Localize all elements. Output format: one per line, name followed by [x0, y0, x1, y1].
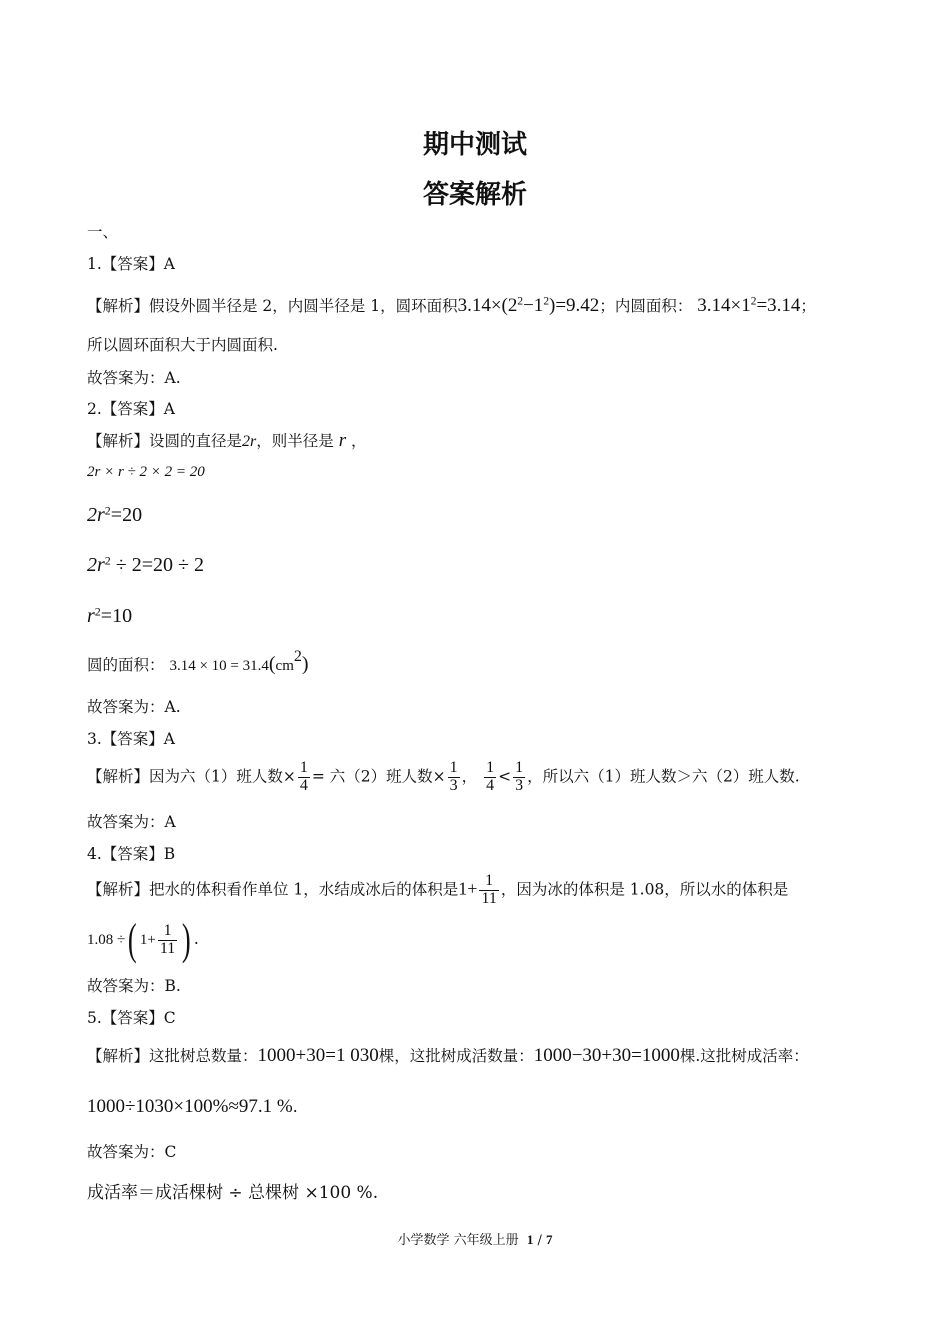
- q2-equation-3: $2r^2 \div 2=20 \div 2$: [87, 553, 205, 576]
- q4-final: 故答案为：B.: [87, 977, 181, 995]
- q2-final: 故答案为：A.: [87, 698, 181, 716]
- q2-explanation: 【解析】设圆的直径是2r，则半径是 r ，: [87, 430, 367, 451]
- q3-final: 故答案为：A: [87, 813, 176, 831]
- q1-explanation-line2: 所以圆环面积大于内圆面积.: [87, 336, 278, 354]
- q5-formula: 成活率＝成活棵树 ÷ 总棵树 ×100 %.: [87, 1183, 379, 1203]
- q5-answer: 5.【答案】C: [87, 1009, 176, 1027]
- page-footer: [0, 1229, 950, 1248]
- q1-final: 故答案为：A.: [87, 369, 181, 387]
- q5-rate-calc: 1000÷1030×100%≈97.1 %.: [87, 1096, 298, 1117]
- q5-explanation: 【解析】这批树总数量：1000+30=1 030棵，这批树成活数量：1000−30+30=1000棵.这批树成活率：: [87, 1045, 809, 1066]
- q1-exp-text-a: 【解析】假设外圆半径是 2，内圆半径是 1，圆环面积: [87, 297, 458, 315]
- q1-explanation: 【解析】假设外圆半径是 2，内圆半径是 1，圆环面积$3.14\times(2^2-1^2)=9.42$；内圆面积： $3.14\times 1^2=3.14$；: [87, 295, 816, 316]
- q1-exp-text-b: ；内圆面积：: [599, 297, 693, 315]
- q2-equation-2: $2r^2=20$: [87, 503, 143, 526]
- footer-label: 小学数学 六年级上册: [397, 1233, 519, 1248]
- q2-answer: 2.【答案】A: [87, 400, 175, 418]
- q4-answer: 4.【答案】B: [87, 845, 176, 863]
- q1-formula-inner: $3.14\times 1^2=3.14$: [697, 295, 801, 316]
- footer-total: 7: [546, 1232, 553, 1247]
- footer-page: 1: [526, 1232, 534, 1247]
- q2-equation-1: 2r × r ÷ 2 × 2 = 20: [87, 464, 205, 480]
- q1-formula-ring: $3.14\times(2^2-1^2)=9.42$: [457, 295, 600, 316]
- q1-answer: 1.【答案】A: [87, 255, 175, 273]
- q2-equation-4: $r^2=10$: [87, 604, 133, 627]
- q5-final: 故答案为：C: [87, 1143, 177, 1161]
- page-title: 期中测试: [422, 130, 527, 160]
- q4-explanation-line2: 1.08 ÷( 1+ $\frac{1}{11}$ ) .: [87, 915, 199, 964]
- q3-explanation: 【解析】因为六（1）班人数× $\frac{1}{4}$ = 六（2）班人数× $\frac{1}{3}$ ， $\frac{1}{4}$ < $\frac{1}{3}$ ，所以六（1）班人数＞六（2）班人数.: [87, 759, 800, 794]
- section-heading: 一、: [87, 223, 119, 241]
- q4-explanation: 【解析】把水的体积看作单位 1，水结成冰后的体积是1+ $\frac{1}{11}$ ，因为冰的体积是 1.08，所以水的体积是: [87, 872, 789, 907]
- footer-sep: /: [537, 1233, 542, 1248]
- q3-answer: 3.【答案】A: [87, 730, 175, 748]
- page-subtitle: 答案解析: [422, 180, 527, 210]
- q2-area: 圆的面积： $3.14 \times 10 = 31.4(cm^2)$: [87, 648, 309, 675]
